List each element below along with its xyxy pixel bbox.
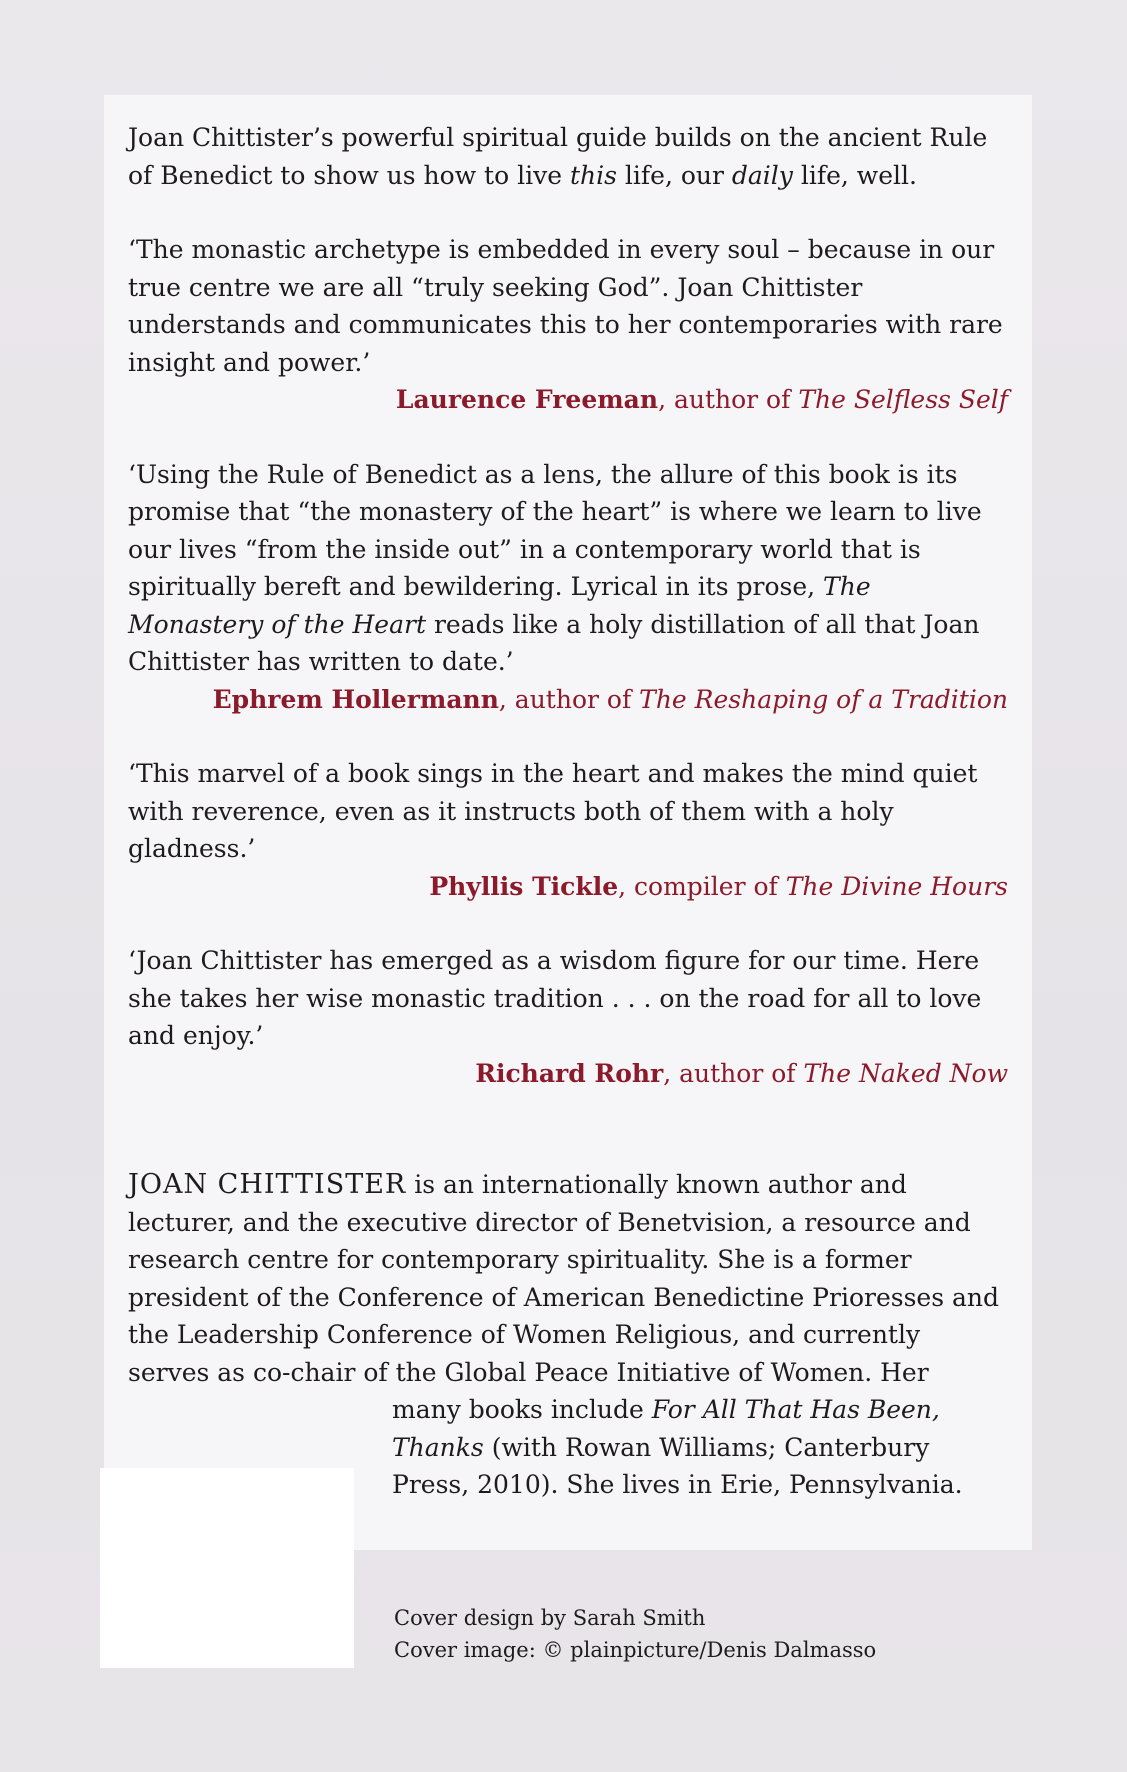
- quote-role: , author of: [663, 1058, 804, 1088]
- quote-text: ‘The monastic archetype is embedded in every soul – because in our true centre we are all “truly seeking God”. Joan Chittister understands and communicates this to her contemporaries with rare insight and power.’: [128, 235, 1003, 377]
- quote-author: Phyllis Tickle: [429, 871, 619, 901]
- blurb-text: [128, 119, 1008, 1504]
- intro-lead: Joan Chittister’s powerful spiritual guide builds on the ancient Rule of Benedict to show us how to live: [128, 123, 988, 190]
- quote-attribution: [128, 681, 1008, 719]
- intro-emphasis-daily: daily: [731, 160, 793, 190]
- text-panel: [104, 95, 1032, 1550]
- quote-author: Richard Rohr: [475, 1058, 664, 1088]
- quote-author: Laurence Freeman: [395, 385, 659, 414]
- quote-work: The Divine Hours: [785, 871, 1008, 901]
- bio-text: is an internationally known author and lecturer, and the executive director of Benetvision, a resource and research centre for contemporary spirituality. She is a former president of the Conference of American Benedictine Prioresses and the Leadership Conference of Women Religious, and currently serves as co-chair of the Global Peace Initiative of Women. Her: [128, 1170, 999, 1387]
- quote-work: The Selfless Self: [798, 385, 1008, 414]
- cover-design-credit: Cover design by Sarah Smith: [394, 1606, 706, 1630]
- quote-role: , compiler of: [618, 871, 786, 901]
- bio-text: (with Rowan Williams; Canterbury: [483, 1432, 930, 1462]
- quote-attribution: [128, 868, 1008, 906]
- quote-role: , author of: [498, 684, 640, 714]
- quote-author: Ephrem Hollermann: [212, 684, 499, 714]
- quote-text: ‘Joan Chittister has emerged as a wisdom figure for our time. Here she takes her wise monastic tradition . . . on the road for all to love and enjoy.’: [128, 946, 982, 1050]
- quote-work: The Reshaping of a Tradition: [639, 684, 1008, 714]
- bio-text: Press, 2010). She lives in Erie, Pennsylvania.: [392, 1470, 963, 1499]
- intro-paragraph: [128, 119, 1008, 194]
- quote-attribution: [128, 381, 1008, 419]
- quote-text: ‘This marvel of a book sings in the heart and makes the mind quiet with reverence, even as it instructs both of them with a holy gladness.’: [128, 759, 978, 863]
- intro-emphasis-this: this: [569, 160, 617, 190]
- quote-text-part: ‘Using the Rule of Benedict as a lens, the allure of this book is its promise that “the monastery of the heart” is where we learn to live our lives “from the inside out” in a contemporary world that is spiritually bereft and bewildering. Lyrical in its prose,: [128, 459, 982, 601]
- barcode-placeholder: [100, 1468, 354, 1668]
- cover-credits: [394, 1602, 876, 1666]
- bio-book-title: For All That Has Been,: [651, 1395, 940, 1424]
- quote-work: The Naked Now: [803, 1058, 1008, 1088]
- author-name: JOAN CHITTISTER: [128, 1169, 407, 1200]
- intro-mid: life, our: [616, 160, 732, 190]
- bio-book-title: Thanks: [392, 1432, 484, 1462]
- cover-image-credit: Cover image: © plainpicture/Denis Dalmasso: [394, 1638, 877, 1662]
- intro-end: life, well.: [792, 160, 917, 190]
- quote-role: , author of: [658, 385, 799, 414]
- quote-book-title: The Monastery of the Heart: [128, 572, 871, 639]
- author-bio: [128, 1166, 1008, 1504]
- quote-text-part: reads like a holy distillation of all that Joan Chittister has written to date.’: [128, 609, 980, 676]
- quote-text: [128, 456, 1008, 681]
- bio-text: many books include: [392, 1395, 652, 1424]
- quote-attribution: [128, 1055, 1008, 1093]
